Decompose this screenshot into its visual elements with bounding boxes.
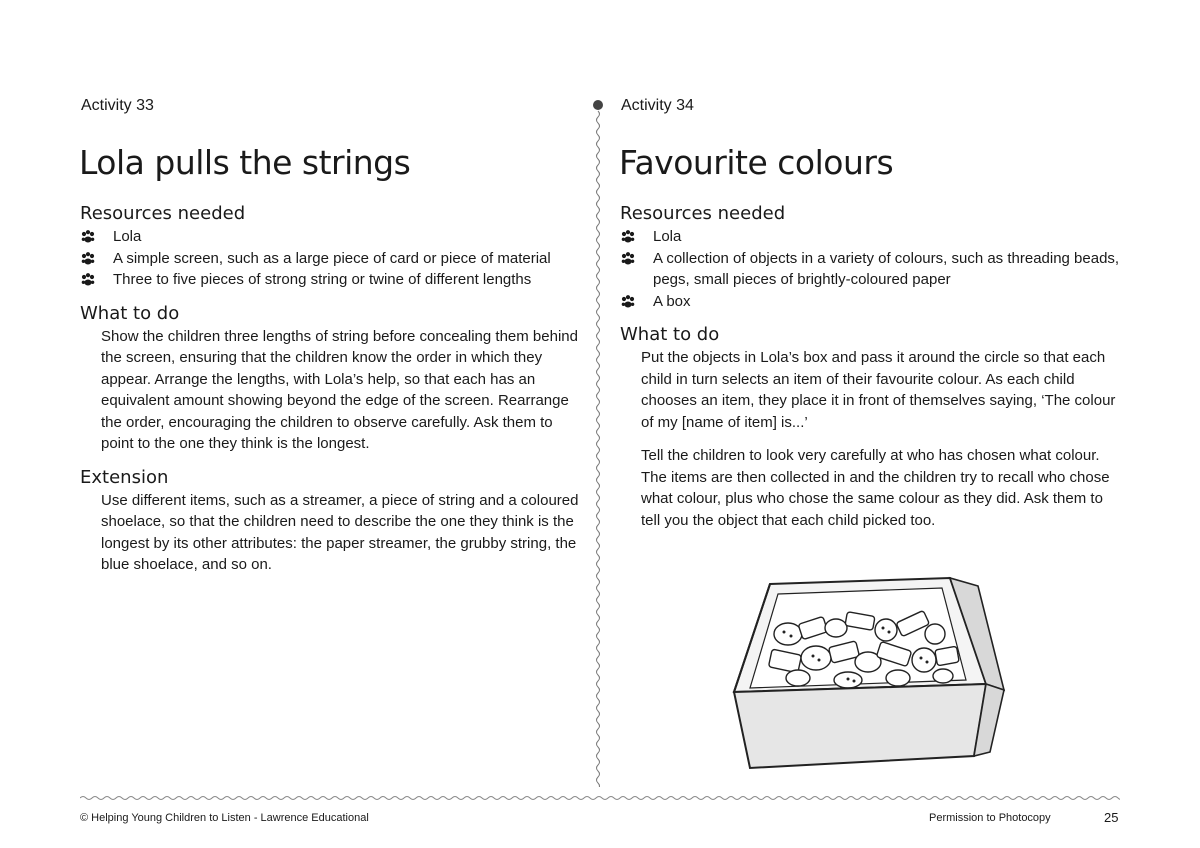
what-to-do-text: Show the children three lengths of string before concealing them behind the screen, ensuring that the children know the order in which they appear. Arrange the lengths, with Lola’s help, so that each has an equivalent amount showing beyond the edge of the screen. Rearrange the order, encouraging the children to observe carefully. Ask them to point to the one they think is the longest.: [101, 327, 578, 452]
what-to-do-heading: What to do: [620, 324, 720, 345]
footer-copyright: © Helping Young Children to Listen - Lawrence Educational: [80, 812, 369, 824]
paw-print-icon: [621, 230, 635, 244]
footer-permission: Permission to Photocopy: [929, 812, 1051, 824]
list-item: [80, 226, 580, 248]
list-item: [620, 291, 1120, 313]
activity-number: Activity 34: [621, 97, 694, 114]
list-item-text: Lola: [653, 228, 682, 245]
box-of-objects-illustration: [728, 572, 1010, 772]
footer-divider: [80, 793, 1120, 803]
extension-heading: Extension: [80, 466, 169, 488]
activity-33-column: [80, 96, 580, 576]
what-to-do-text: Tell the children to look very carefully at who has chosen what colour. The items are then collected in and the children try to recall who chose what colour, plus who chose the same colour as they did. Ask them to tell you the object that each child picked too.: [641, 447, 1110, 529]
list-item-text: Three to five pieces of strong string or twine of different lengths: [113, 271, 532, 288]
page-number: 25: [1104, 810, 1119, 825]
activity-title: Lola pulls the strings: [79, 143, 411, 182]
list-item: [80, 248, 580, 270]
paw-print-icon: [81, 230, 95, 244]
list-item: [620, 248, 1120, 291]
what-to-do-text: Put the objects in Lola’s box and pass it around the circle so that each child in turn selects an item of their favourite colour. As each child chooses an item, they place it in front of themselves saying, ‘The colour of my [name of item] is...’: [641, 349, 1116, 431]
column-divider: [592, 97, 604, 787]
paw-print-icon: [621, 252, 635, 266]
activity-number: Activity 33: [81, 97, 154, 114]
activity-title: Favourite colours: [619, 143, 894, 182]
list-item-text: A box: [653, 292, 691, 310]
activity-34-column: [620, 96, 1120, 531]
list-item: [80, 269, 580, 291]
what-to-do-heading: What to do: [80, 302, 180, 324]
list-item-text: A collection of objects in a variety of colours, such as threading beads, pegs, small pieces of brightly-coloured paper: [653, 249, 1120, 288]
resources-list: [80, 226, 580, 291]
paw-print-icon: [81, 252, 95, 266]
resources-heading: Resources needed: [80, 203, 246, 224]
paw-print-icon: [81, 273, 95, 287]
resources-list: [620, 226, 1120, 312]
list-item-text: A simple screen, such as a large piece of card or piece of material: [113, 249, 551, 267]
resources-heading: Resources needed: [620, 203, 786, 224]
list-item: [620, 226, 1120, 248]
paw-print-icon: [621, 295, 635, 309]
extension-text: Use different items, such as a streamer, a piece of string and a coloured shoelace, so that the children need to describe the one they think is the longest by its other attributes: the paper streamer, the grubby string, the blue shoelace, and so on.: [101, 491, 579, 573]
list-item-text: Lola: [113, 228, 142, 245]
